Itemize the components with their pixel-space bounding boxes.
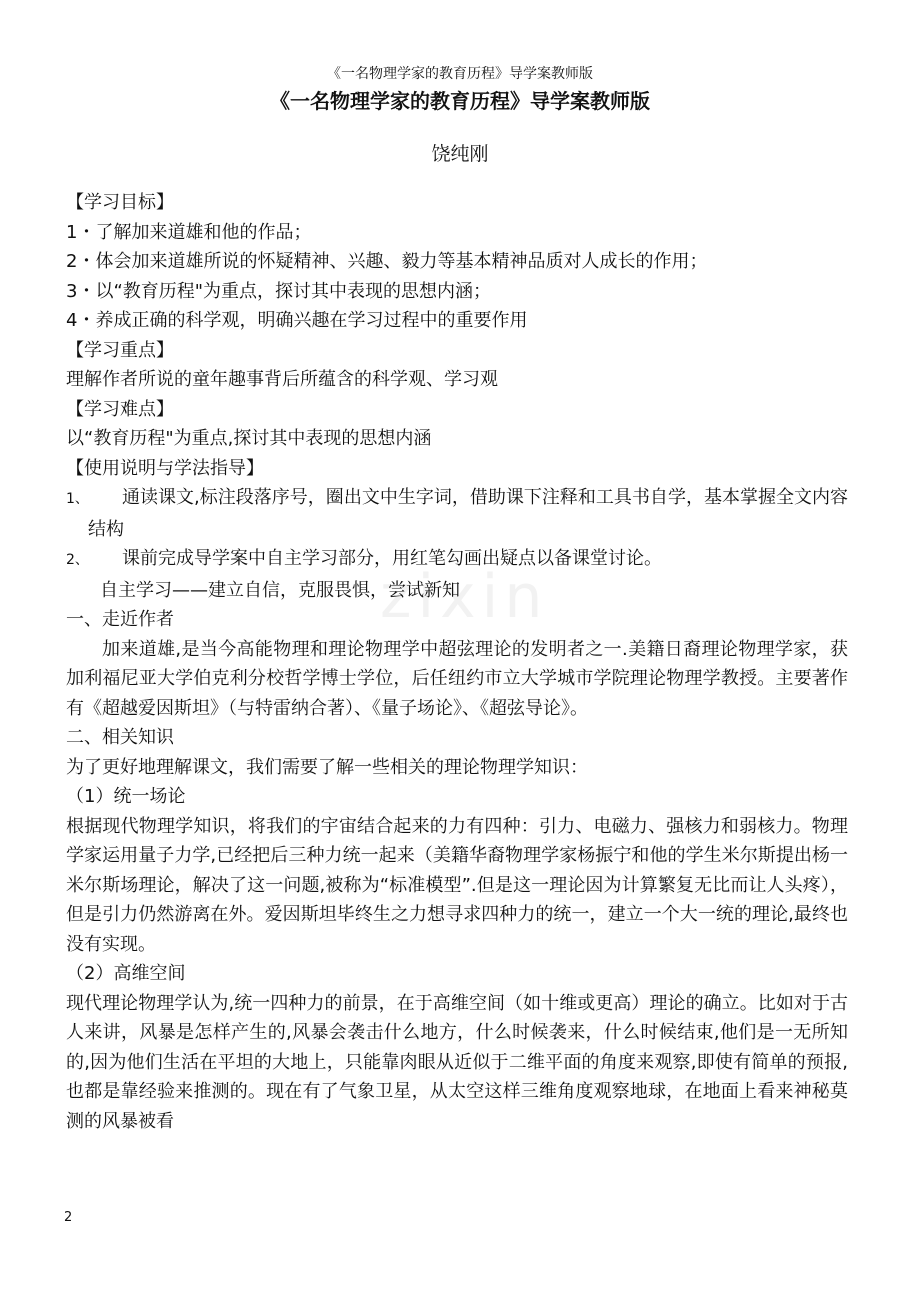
- key-heading: 【学习重点】: [66, 339, 174, 361]
- goal-item: 4・养成正确的科学观，明确兴趣在学习过程中的重要作用: [66, 310, 528, 331]
- difficulty-text: 以“教育历程"为重点,探讨其中表现的思想内涵: [66, 428, 432, 449]
- goal-item: 3・以“教育历程"为重点，探讨其中表现的思想内涵；: [66, 280, 492, 302]
- difficulty-heading: 【学习难点】: [66, 398, 174, 420]
- document-body: [66, 188, 848, 1136]
- subsection2-heading: （2）高维空间: [66, 963, 186, 984]
- section1-paragraph: 加来道雄,是当今高能物理和理论物理学中超弦理论的发明者之一.美籍日裔理论物理学家，获加利福尼亚大学伯克利分校哲学博士学位，后任纽约市立大学城市学院理论物理学教授。主要著作有《超越爱因斯坦》（与特雷纳合著）、《量子场论》、《超弦导论》。: [66, 638, 848, 719]
- author-name: 饶纯刚: [431, 143, 489, 165]
- subsection1-heading: （1）统一场论: [66, 786, 186, 807]
- guide-item-number: 1、: [66, 491, 89, 507]
- watermark: zixin: [380, 562, 549, 632]
- subsection1-paragraph: 根据现代物理学知识，将我们的宇宙结合起来的力有四种：引力、电磁力、强核力和弱核力。物理学家运用量子力学,已经把后三种力统一起来（美籍华裔物理学家杨振宁和他的学生米尔斯提出杨一米尔斯场理论，解决了这一问题,被称为“标准模型”.但是这一理论因为计算繁复无比而让人头疼），但是引力仍然游离在外。爱因斯坦毕终生之力想寻求四种力的统一，建立一个大一统的理论,最终也没有实现。: [66, 815, 848, 955]
- document-title: 《一名物理学家的教育历程》导学案教师版: [270, 89, 650, 113]
- subsection2-paragraph: 现代理论物理学认为,统一四种力的前景，在于高维空间（如十维或更高）理论的确立。比如对于古人来讲，风暴是怎样产生的,风暴会袭击什么地方，什么时候袭来，什么时候结束,他们是一无所知的,因为他们生活在平坦的大地上，只能靠肉眼从近似于二维平面的角度来观察,即使有简单的预报,也都是靠经验来推测的。现在有了气象卫星，从太空这样三维角度观察地球，在地面上看来神秘莫测的风暴被看: [66, 992, 848, 1132]
- section2-intro: 为了更好地理解课文，我们需要了解一些相关的理论物理学知识：: [66, 756, 588, 778]
- guide-item-text: 通读课文,标注段落序号，圈出文中生字词，借助课下注释和工具书自学，基本掌握全文内容结构: [88, 487, 848, 540]
- goal-item: 1・了解加来道雄和他的作品；: [66, 221, 312, 243]
- section2-heading: 二、相关知识: [66, 727, 174, 748]
- guide-item-2: [66, 544, 848, 576]
- goal-item: 2・体会加来道雄所说的怀疑精神、兴趣、毅力等基本精神品质对人成长的作用；: [66, 251, 708, 272]
- guide-item-number: 2、: [66, 552, 89, 568]
- key-text: 理解作者所说的童年趣事背后所蕴含的科学观、学习观: [66, 369, 498, 390]
- page-number: 2: [64, 1210, 73, 1225]
- guide-item-1: [66, 483, 848, 544]
- self-study-heading: 自主学习——建立自信，克服畏惧，尝试新知: [100, 579, 460, 601]
- guide-item-text: 课前完成导学案中自主学习部分，用红笔勾画出疑点以备课堂讨论。: [122, 548, 662, 569]
- guide-heading: 【使用说明与学法指导】: [66, 457, 264, 479]
- goals-heading: 【学习目标】: [66, 192, 174, 213]
- section1-heading: 一、走近作者: [66, 609, 174, 630]
- page-header: 《一名物理学家的教育历程》导学案教师版: [327, 66, 593, 82]
